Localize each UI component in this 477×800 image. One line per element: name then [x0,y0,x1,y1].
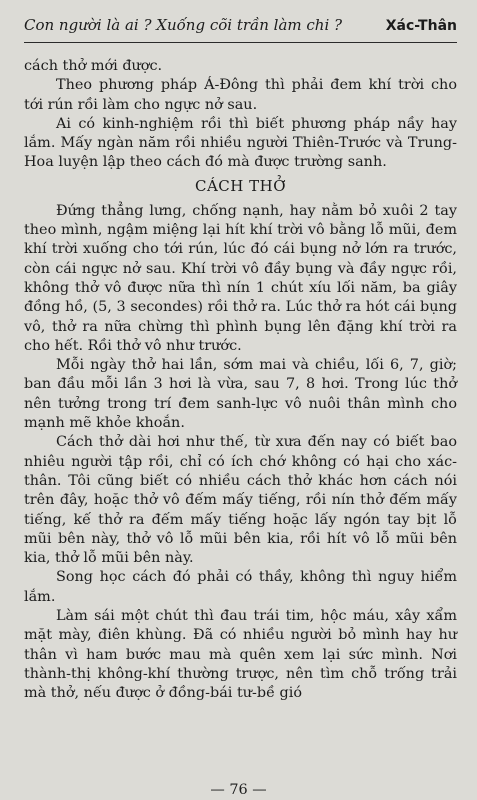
paragraph: Theo phương pháp Á-Đông thì phải đem khí trời cho tới rún rồi làm cho ngực nở sau. [24,77,457,113]
paragraph: Đứng thẳng lưng, chống nạnh, hay nằm bỏ xuôi 2 tay theo mình, ngậm miệng lại hít khí trời vô bằng lỗ mũi, đem khí trời xuống cho tới rún, lúc đó cái bụng nở lớn ra trước, còn cái ngực nở sau. Khí trời vô đầy bụng và đầy ngực rồi, không thở vô được nữa thì nín 1 chút xíu lối năm, ba giây đồng hồ, (5, 3 secondes) rồi thở ra. Lúc thở ra hót cái bụng vô, thở ra nữa chừng thì phình bụng lên đặng khí trời ra cho hết. Rồi thở vô như trước. [24,202,457,354]
paragraph: Làm sái một chút thì đau trái tim, hộc máu, xây xẩm mặt mày, điên khùng. Đã có nhiều người bỏ mình hay hư thân vì ham bước mau mà quên xem lại sức mình. Nơi thành-thị không-khí thường trược, nên tìm chỗ trống trải mà thở, nếu được ở đồng-bái tư-bề gió [24,608,457,702]
header-title: Con người là ai ? Xuống cõi trần làm chi ? [24,16,343,34]
paragraph: Mỗi ngày thở hai lần, sớm mai và chiều, lối 6, 7, giờ; ban đầu mỗi lần 3 hơi là vừa, sau 7, 8 hơi. Trong lúc thở nên tưởng trong trí đem sanh-lực vô nuôi thân mình cho mạnh mẽ khỏe khoắn. [24,357,457,432]
body-text [24,57,457,704]
paragraph: Ai có kinh-nghiệm rồi thì biết phương pháp nầy hay lắm. Mấy ngàn năm rồi nhiều người Thiên-Trước và Trung-Hoa luyện lập theo cách đó mà được trường sanh. [24,115,457,171]
header-section: Xác-Thân [385,18,457,34]
paragraph: cách thở mới được. [24,58,163,74]
paragraph: Cách thở dài hơi như thế, từ xưa đến nay có biết bao nhiêu người tập rồi, chỉ có ích chớ không có hại cho xác-thân. Tôi cũng biết có nhiều cách thở khác hơn cách nói trên đây, hoặc thở vô đếm mấy tiếng, rồi nín thở đếm mấy tiếng, kế thở ra đếm mấy tiếng hoặc lấy ngón tay bịt lỗ mũi bên này, thở vô lỗ mũi bên kia, rồi hít vô lỗ mũi bên kia, thở lỗ mũi bên này. [24,434,457,567]
section-heading: CÁCH THỞ [194,176,287,195]
paragraph: Song học cách đó phải có thầy, không thì nguy hiểm lắm. [24,569,457,605]
running-header [24,16,457,43]
page-number: — 76 — [210,782,267,798]
